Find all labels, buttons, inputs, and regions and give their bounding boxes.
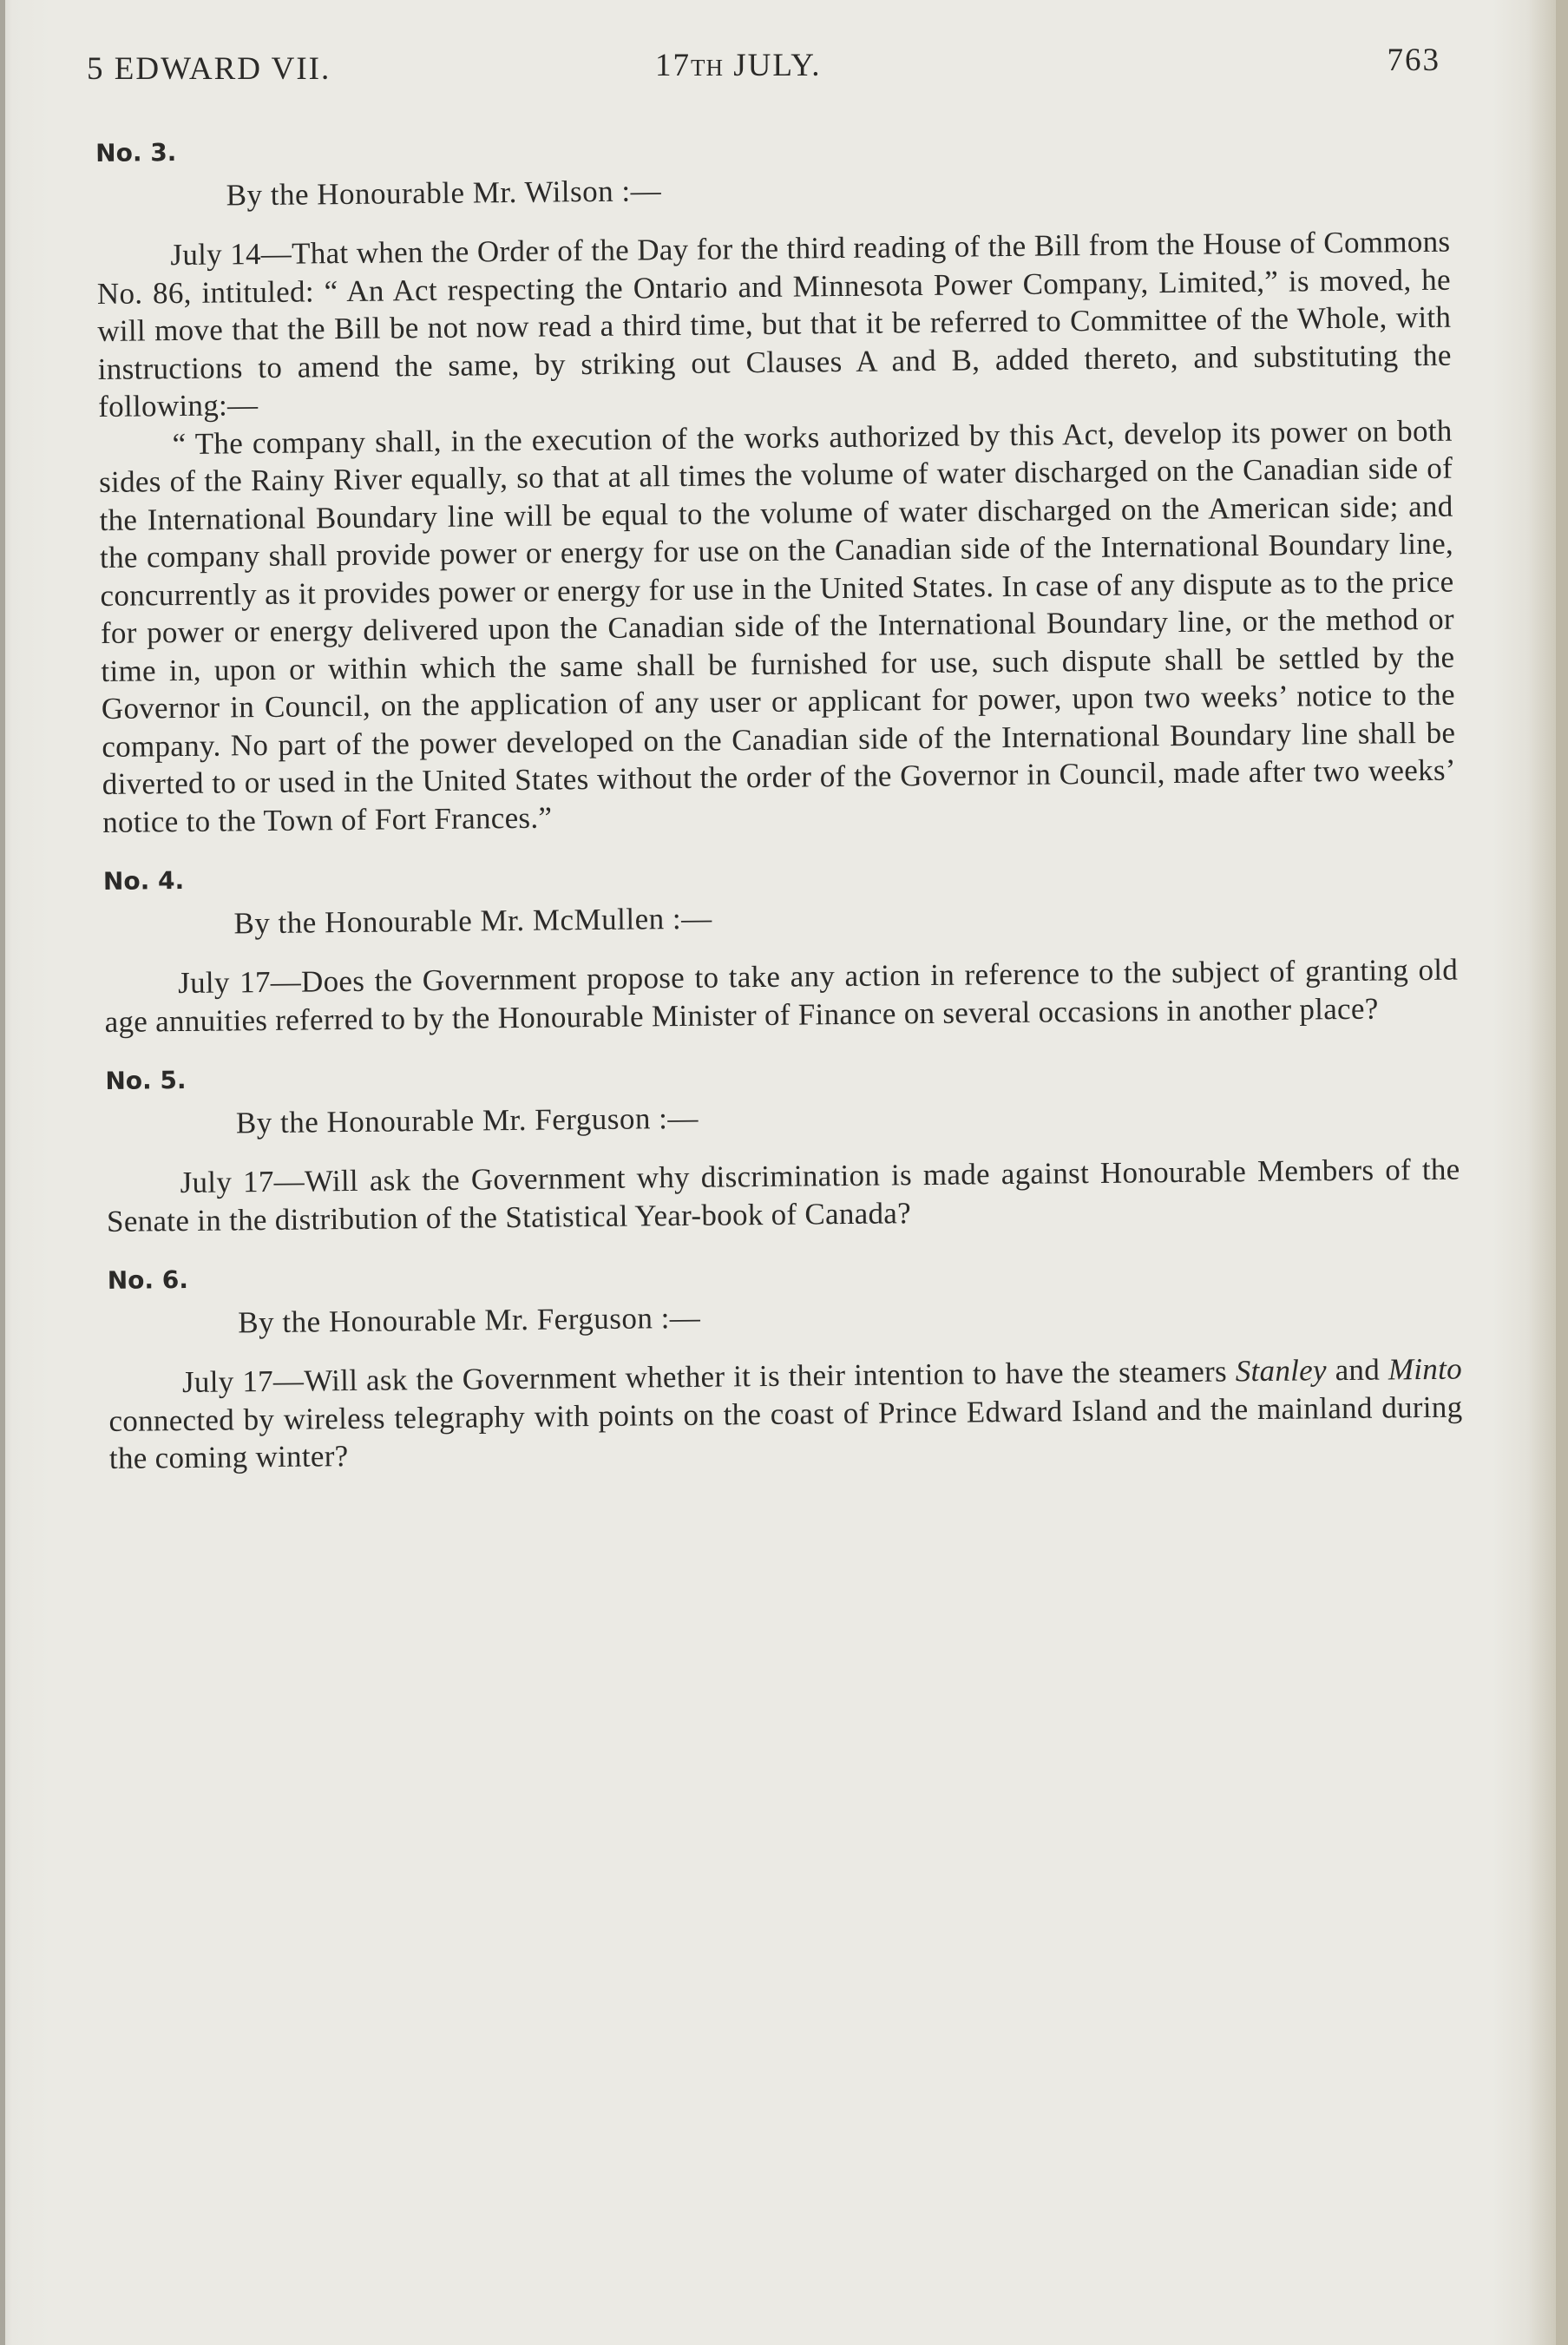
notice-entry-3: [95, 125, 1456, 841]
notice-paragraph: [108, 1350, 1463, 1478]
notice-mover: By the Honourable Mr. Wilson :—: [226, 174, 662, 213]
header-day-suffix: TH: [691, 55, 724, 81]
page-left-edge: [0, 0, 5, 2345]
notice-mover: By the Honourable Mr. McMullen :—: [233, 901, 712, 941]
page-number: 763: [1387, 43, 1440, 78]
ship-name: Minto: [1388, 1351, 1463, 1387]
notice-entry-6: [108, 1252, 1463, 1478]
notices-body: [95, 125, 1463, 1504]
paragraph-text: and: [1326, 1352, 1389, 1388]
paragraph-text: connected by wireless telegraphy with points on the coast of Prince Edward Island and the mainland during the coming winter?: [108, 1389, 1463, 1475]
running-header: [87, 42, 1458, 94]
notice-number: No. 4.: [102, 865, 185, 896]
page-right-edge: [1556, 0, 1568, 2345]
notice-paragraph: July 14—That when the Order of the Day for the third reading of the Bill from the House of Commons No. 86, intituled: “ An Act respecting the Ontario and Minnesota Power Company, Limited,” is moved, he will move that the Bill be not now read a third time, but that it be referred to Committee of the Whole, with instructions to amend the same, by striking out Clauses A and B, added thereto, and substituting the following:—: [96, 224, 1452, 424]
notice-paragraph: July 17—Does the Government propose to take any action in reference to the subject of granting old age annuities referred to by the Honourable Minister of Finance on several occasions in another place?: [104, 952, 1459, 1039]
notice-entry-5: [105, 1053, 1460, 1240]
notice-paragraph-quoted-clause: “ The company shall, in the execution of the works authorized by this Act, develop its power on both sides of the Rainy River equally, so that at all times the volume of water discharged on the Canadian side of the International Boundary line will be equal to the volume of water discharged on the American side; and the company shall provide power or energy for use on the Canadian side of the International Boundary line, concurrently as it provides power or energy for use in the United States. In case of any dispute as to the price for power or energy delivered upon the Canadian side of the International Boundary line, or the method or time in, upon or within which the same shall be furnished for use, such dispute shall be settled by the Governor in Council, on the application of any user or applicant for power, upon two weeks’ notice to the company. No part of the power developed on the Canadian side of the International Boundary line shall be diverted to or used in the United States without the order of the Governor in Council, made after two weeks’ notice to the Town of Fort Frances.”: [98, 413, 1456, 839]
header-volume: 5 EDWARD VII.: [87, 51, 331, 87]
paragraph-text: July 17—Will ask the Government whether it is their intention to have the steamers: [181, 1354, 1236, 1400]
ship-name: Stanley: [1235, 1353, 1328, 1389]
notice-entry-4: [103, 853, 1459, 1041]
notice-number: No. 6.: [107, 1264, 189, 1295]
notice-number: No. 5.: [105, 1065, 187, 1095]
notice-number: No. 3.: [95, 138, 177, 168]
notice-mover: By the Honourable Mr. Ferguson :—: [238, 1300, 701, 1340]
header-day: 17: [655, 48, 691, 83]
notice-mover: By the Honourable Mr. Ferguson :—: [235, 1100, 699, 1140]
notice-paragraph: July 17—Will ask the Government why discrimination is made against Honourable Members of the Senate in the distribution of the Statistical Year-book of Canada?: [106, 1152, 1460, 1238]
header-month: JULY.: [724, 48, 822, 83]
header-date: [655, 47, 821, 84]
